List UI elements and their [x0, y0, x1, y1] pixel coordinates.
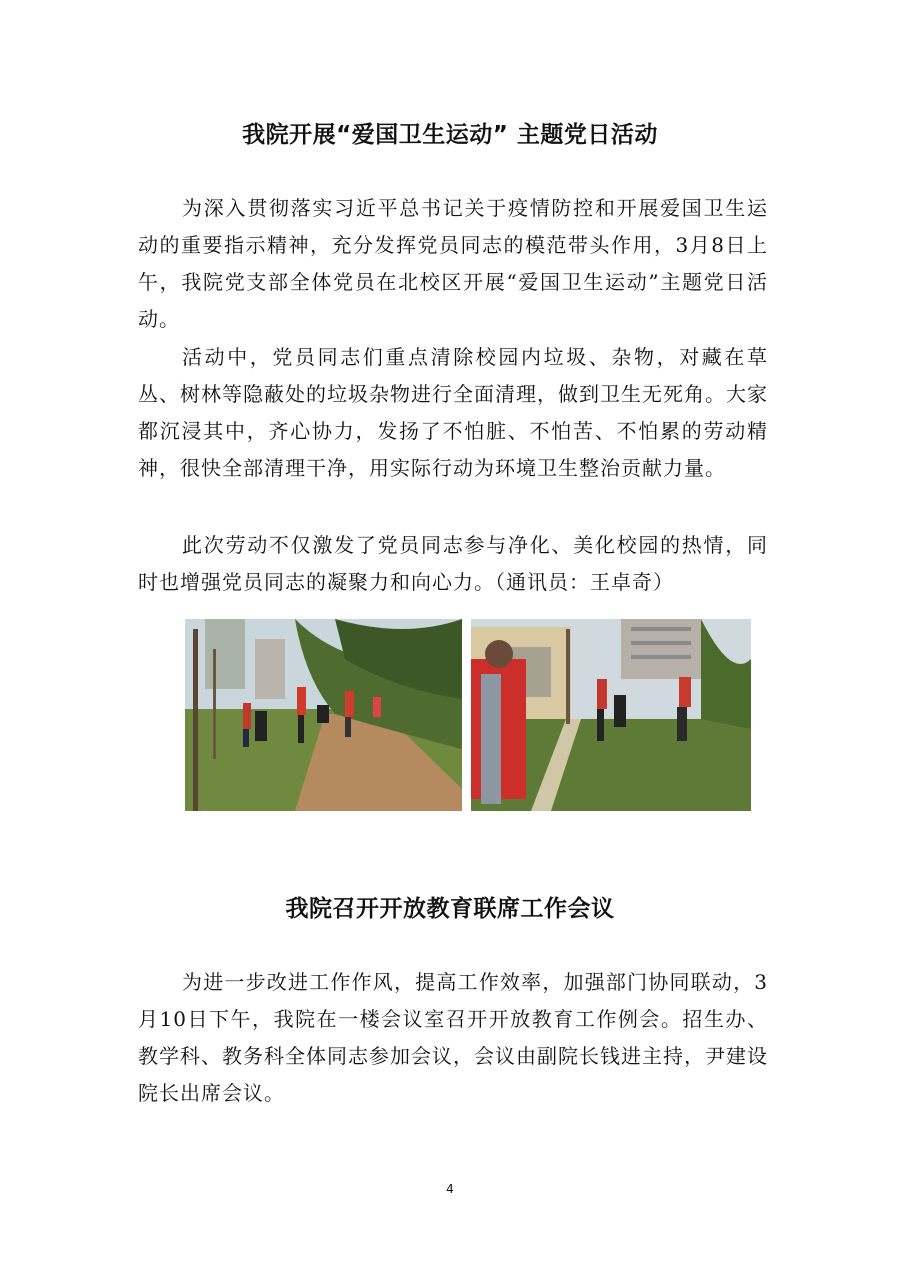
article1-paragraph-2: 活动中，党员同志们重点清除校园内垃圾、杂物，对藏在草丛、树林等隐蔽处的垃圾杂物进行全面清理，做到卫生无死角。大家都沉浸其中，齐心协力，发扬了不怕脏、不怕苦、不怕累的劳动精神，很快全部清理干净，用实际行动为环境卫生整治贡献力量。: [138, 345, 768, 480]
article-title-patriotic-hygiene: 我院开展“爱国卫生运动” 主题党日活动: [242, 122, 658, 148]
article-title-open-education-meeting: 我院召开开放教育联席工作会议: [285, 896, 615, 922]
article2-paragraph-1: 为进一步改进工作作风，提高工作效率，加强部门协同联动，3月10日下午，我院在一楼会议室召开开放教育工作例会。招生办、教学科、教务科全体同志参加会议，会议由副院长钱进主持，尹建设院长出席会议。: [138, 970, 768, 1105]
article1-paragraph-3: 此次劳动不仅激发了党员同志参与净化、美化校园的热情，同时也增强党员同志的凝聚力和向心力。（通讯员：王卓奇）: [138, 533, 768, 594]
cleanup-photo-building: [471, 619, 751, 811]
article1-paragraph-1: 为深入贯彻落实习近平总书记关于疫情防控和开展爱国卫生运动的重要指示精神，充分发挥党员同志的模范带头作用，3月8日上午，我院党支部全体党员在北校区开展“爱国卫生运动”主题党日活动。: [138, 196, 768, 331]
cleanup-photo-woods: [185, 619, 462, 811]
page-number: 4: [446, 1182, 454, 1196]
